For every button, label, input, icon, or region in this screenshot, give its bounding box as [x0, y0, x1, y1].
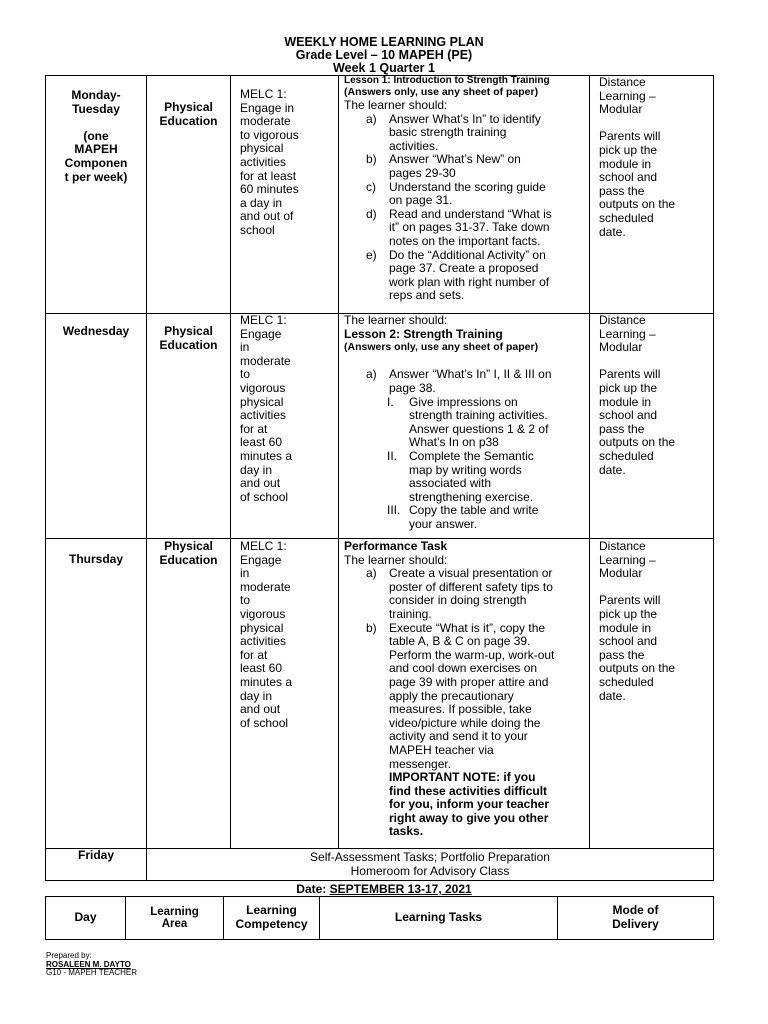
task-line: Do the “Additional Activity” on	[389, 247, 546, 262]
task-line: Copy the table and write	[409, 503, 539, 518]
row-thursday	[46, 539, 714, 849]
delivery-line: school and	[599, 408, 658, 423]
competency-line: minutes a	[240, 448, 293, 463]
delivery-line: date.	[599, 462, 626, 477]
task-line: messenger.	[389, 756, 452, 771]
teacher-name: ROSALEEN M. DAYTO	[46, 960, 131, 969]
area-line: Physical	[164, 539, 213, 553]
competency-line: in	[240, 566, 250, 581]
learner-should: The learner should:	[344, 313, 448, 327]
competency-line: moderate	[240, 353, 291, 368]
task-line: Create a visual presentation or	[389, 566, 553, 581]
area-line: Physical	[164, 324, 213, 338]
lesson-title: Lesson 2: Strength Training	[344, 326, 503, 341]
delivery-line: Parents will	[599, 593, 661, 608]
competency-line: to vigorous	[240, 127, 299, 142]
delivery-line: pick up the	[599, 380, 658, 395]
area-line: Physical	[164, 100, 213, 114]
delivery-line: outputs on the	[599, 197, 676, 212]
date-line	[0, 882, 768, 896]
delivery-line: pass the	[599, 183, 645, 198]
teacher-position: G10 - MAPEH TEACHER	[46, 968, 137, 977]
task-line: Answer “What’s New” on	[389, 152, 521, 167]
row-monday-tuesday	[46, 76, 714, 314]
task-item	[344, 622, 589, 772]
task-marker: b)	[366, 152, 377, 167]
task-line: activities.	[389, 138, 439, 153]
delivery-line: date.	[599, 688, 626, 703]
competency-line: school	[240, 222, 275, 237]
day-label: Wednesday	[62, 324, 130, 338]
task-line: consider in doing strength	[389, 593, 527, 608]
delivery-thursday	[590, 539, 714, 849]
competency-line: for at	[240, 421, 268, 436]
competency-line: MELC 1:	[240, 87, 287, 101]
competency-line: for at least	[240, 168, 297, 183]
task-marker: c)	[366, 179, 376, 194]
delivery-line: Distance	[599, 539, 646, 553]
task-line: your answer.	[409, 516, 478, 531]
delivery-line: module in	[599, 394, 652, 409]
learning-area-wednesday	[147, 314, 231, 539]
task-line: MAPEH teacher via	[389, 742, 494, 757]
task-line: page 38.	[389, 380, 436, 395]
competency-line: 60 minutes	[240, 182, 299, 197]
competency-line: Engage in	[240, 100, 295, 115]
delivery-line: date.	[599, 224, 626, 239]
competency-line: moderate	[240, 114, 291, 129]
task-item	[344, 153, 589, 180]
row-wednesday	[46, 314, 714, 539]
task-line: measures. If possible, take	[389, 702, 532, 717]
task-line: on page 31.	[389, 193, 453, 208]
header-label: Area	[161, 918, 188, 930]
task-line: page 37. Create a proposed	[389, 261, 539, 276]
competency-line: in	[240, 340, 250, 355]
task-line: Answer “What’s In” I, II & III on	[389, 367, 552, 382]
task-title: Performance Task	[344, 539, 448, 553]
task-marker: d)	[366, 206, 377, 221]
competency-thursday	[231, 539, 339, 849]
task-line: Answer questions 1 & 2 of	[409, 421, 549, 436]
area-line: Education	[159, 113, 218, 128]
task-line: and cool down exercises on	[389, 661, 538, 676]
task-line: it” on pages 31-37. Take down	[389, 220, 550, 235]
note-line: right away to give you other	[389, 810, 549, 825]
header-label: Learning	[246, 903, 297, 918]
header-day	[46, 897, 126, 940]
competency-line: physical	[240, 394, 284, 409]
task-item	[344, 181, 589, 208]
task-line: Perform the warm-up, work-out	[389, 647, 555, 662]
task-item	[344, 113, 589, 154]
day-line: Monday-	[71, 88, 121, 102]
header-label: Day	[74, 910, 97, 925]
column-header-table	[45, 896, 714, 940]
competency-line: vigorous	[240, 380, 286, 395]
column-header-row	[46, 897, 714, 940]
subtask-marker: I.	[387, 394, 394, 409]
delivery-line: scheduled	[599, 448, 654, 463]
day-friday	[46, 849, 147, 881]
header-label: Mode of	[612, 903, 659, 918]
tasks-thursday	[339, 539, 590, 849]
task-line: Read and understand “What is	[389, 206, 552, 221]
competency-line: Engage	[240, 326, 282, 341]
task-line: video/picture while doing the	[389, 715, 541, 730]
competency-line: of school	[240, 489, 289, 504]
row-friday	[46, 849, 714, 881]
competency-line: a day in	[240, 195, 283, 210]
task-line: associated with	[409, 476, 492, 491]
delivery-line: Modular	[599, 566, 643, 581]
lesson-title: Lesson 1: Introduction to Strength Training	[344, 75, 550, 86]
competency-line: activities	[240, 408, 287, 423]
delivery-line: school and	[599, 634, 658, 649]
delivery-line: pass the	[599, 647, 645, 662]
delivery-line: Modular	[599, 102, 643, 117]
subtask-marker: III.	[387, 503, 401, 518]
task-line: work plan with right number of	[389, 274, 550, 289]
competency-line: MELC 1:	[240, 539, 287, 553]
note-line: for you, inform your teacher	[389, 797, 550, 812]
task-line: pages 29-30	[389, 165, 456, 180]
learner-should: The learner should:	[344, 98, 448, 112]
header-learning-competency	[224, 897, 320, 940]
task-item	[344, 208, 589, 249]
day-thursday	[46, 539, 147, 849]
day-label: Thursday	[68, 552, 123, 566]
competency-wednesday	[231, 314, 339, 539]
task-line: activity and send it to your	[389, 729, 528, 744]
task-marker: a)	[366, 111, 377, 126]
day-wednesday	[46, 314, 147, 539]
task-item	[344, 368, 589, 395]
delivery-line: scheduled	[599, 674, 654, 689]
delivery-monday	[590, 76, 714, 314]
task-line: strengthening exercise.	[409, 489, 534, 504]
competency-line: and out	[240, 702, 281, 717]
task-marker: a)	[366, 566, 377, 581]
task-line: table A, B & C on page 39.	[389, 634, 531, 649]
competency-line: least 60	[240, 661, 283, 676]
task-line: poster of different safety tips to	[389, 579, 553, 594]
day-line: Tuesday	[72, 101, 120, 116]
learning-area-monday	[147, 76, 231, 314]
competency-monday	[231, 76, 339, 314]
learner-should: The learner should:	[344, 552, 448, 567]
header-label: Competency	[235, 917, 308, 931]
task-marker: a)	[366, 367, 377, 382]
delivery-line: module in	[599, 620, 652, 635]
delivery-line: pick up the	[599, 142, 658, 157]
area-line: Education	[159, 552, 218, 567]
delivery-line: Parents will	[599, 129, 661, 144]
competency-line: day in	[240, 462, 273, 477]
task-line: Answer What’s In” to identify	[389, 111, 541, 126]
note-line: find these activities difficult	[389, 783, 548, 798]
competency-line: day in	[240, 688, 273, 703]
competency-line: and out	[240, 476, 281, 491]
task-line: Understand the scoring guide	[389, 179, 546, 194]
task-line: strength training activities.	[409, 408, 548, 423]
task-line: Execute “What is it”, copy the	[389, 620, 546, 635]
subtask-item	[344, 450, 589, 504]
competency-line: to	[240, 367, 251, 382]
task-line: reps and sets.	[389, 288, 465, 303]
answers-note: (Answers only, use any sheet of paper)	[344, 86, 539, 98]
date-label: Date:	[296, 882, 327, 896]
week-quarter: Week 1 Quarter 1	[333, 61, 435, 75]
delivery-line: Learning –	[599, 326, 656, 341]
competency-line: vigorous	[240, 606, 286, 621]
delivery-line: pick up the	[599, 606, 658, 621]
task-line: basic strength training	[389, 125, 507, 140]
header-label: Learning Tasks	[394, 910, 483, 925]
note-line: tasks.	[389, 824, 424, 839]
day-line: t per week)	[64, 169, 128, 184]
area-line: Education	[159, 337, 218, 352]
day-line: (one	[83, 128, 109, 143]
competency-line: minutes a	[240, 674, 293, 689]
note-line: IMPORTANT NOTE: if you	[389, 770, 536, 785]
learning-area-thursday	[147, 539, 231, 849]
competency-line: least 60	[240, 435, 283, 450]
competency-line: to	[240, 593, 251, 608]
friday-line: Homeroom for Advisory Class	[350, 863, 510, 878]
day-label: Friday	[77, 848, 114, 862]
subtask-item	[344, 504, 589, 531]
competency-line: physical	[240, 620, 284, 635]
important-note	[344, 771, 589, 839]
day-monday-tuesday	[46, 76, 147, 314]
task-line: map by writing words	[409, 462, 522, 477]
task-line: page 39 with proper attire and	[389, 674, 549, 689]
header-learning-area	[126, 897, 224, 940]
task-line: What’s In on p38	[409, 435, 499, 450]
task-item	[344, 567, 589, 621]
competency-line: MELC 1:	[240, 313, 287, 327]
header-label: Learning	[150, 906, 199, 918]
task-line: apply the precautionary	[389, 688, 514, 703]
day-line: Componen	[64, 155, 128, 170]
header-learning-tasks	[320, 897, 558, 940]
delivery-line: school and	[599, 170, 658, 185]
plan-title: WEEKLY HOME LEARNING PLAN	[284, 35, 484, 49]
delivery-line: Distance	[599, 75, 646, 89]
day-line: MAPEH	[74, 142, 118, 157]
competency-line: moderate	[240, 579, 291, 594]
competency-line: for at	[240, 647, 268, 662]
task-line: training.	[389, 606, 432, 621]
delivery-line: scheduled	[599, 210, 654, 225]
task-line: Complete the Semantic	[409, 448, 534, 463]
date-value: SEPTEMBER 13-17, 2021	[329, 882, 472, 896]
grade-level: Grade Level – 10 MAPEH (PE)	[295, 48, 473, 62]
competency-line: activities	[240, 154, 287, 169]
delivery-line: Modular	[599, 340, 643, 355]
task-line: notes on the important facts.	[389, 233, 541, 248]
delivery-line: Parents will	[599, 367, 661, 382]
delivery-line: outputs on the	[599, 661, 676, 676]
tasks-wednesday	[339, 314, 590, 539]
subtask-item	[344, 396, 589, 450]
delivery-line: pass the	[599, 421, 645, 436]
header-label: Delivery	[612, 917, 659, 931]
task-marker: e)	[366, 247, 377, 262]
answers-note: (Answers only, use any sheet of paper)	[344, 341, 539, 354]
task-marker: b)	[366, 620, 377, 635]
friday-activities	[147, 849, 714, 881]
subtask-marker: II.	[387, 448, 398, 463]
delivery-line: Distance	[599, 313, 646, 327]
friday-line: Self-Assessment Tasks; Portfolio Preparation	[310, 850, 550, 864]
task-item	[344, 249, 589, 303]
delivery-line: outputs on the	[599, 435, 676, 450]
competency-line: of school	[240, 715, 289, 730]
header-mode-of-delivery	[558, 897, 714, 940]
schedule-table	[45, 75, 714, 881]
competency-line: and out of	[240, 209, 294, 224]
delivery-line: module in	[599, 156, 652, 171]
tasks-monday	[339, 76, 590, 314]
delivery-wednesday	[590, 314, 714, 539]
competency-line: activities	[240, 634, 287, 649]
competency-line: physical	[240, 141, 284, 156]
task-line: Give impressions on	[409, 394, 518, 409]
prepared-by-label: Prepared by:	[46, 951, 92, 960]
delivery-line: Learning –	[599, 88, 656, 103]
delivery-line: Learning –	[599, 552, 656, 567]
competency-line: Engage	[240, 552, 282, 567]
